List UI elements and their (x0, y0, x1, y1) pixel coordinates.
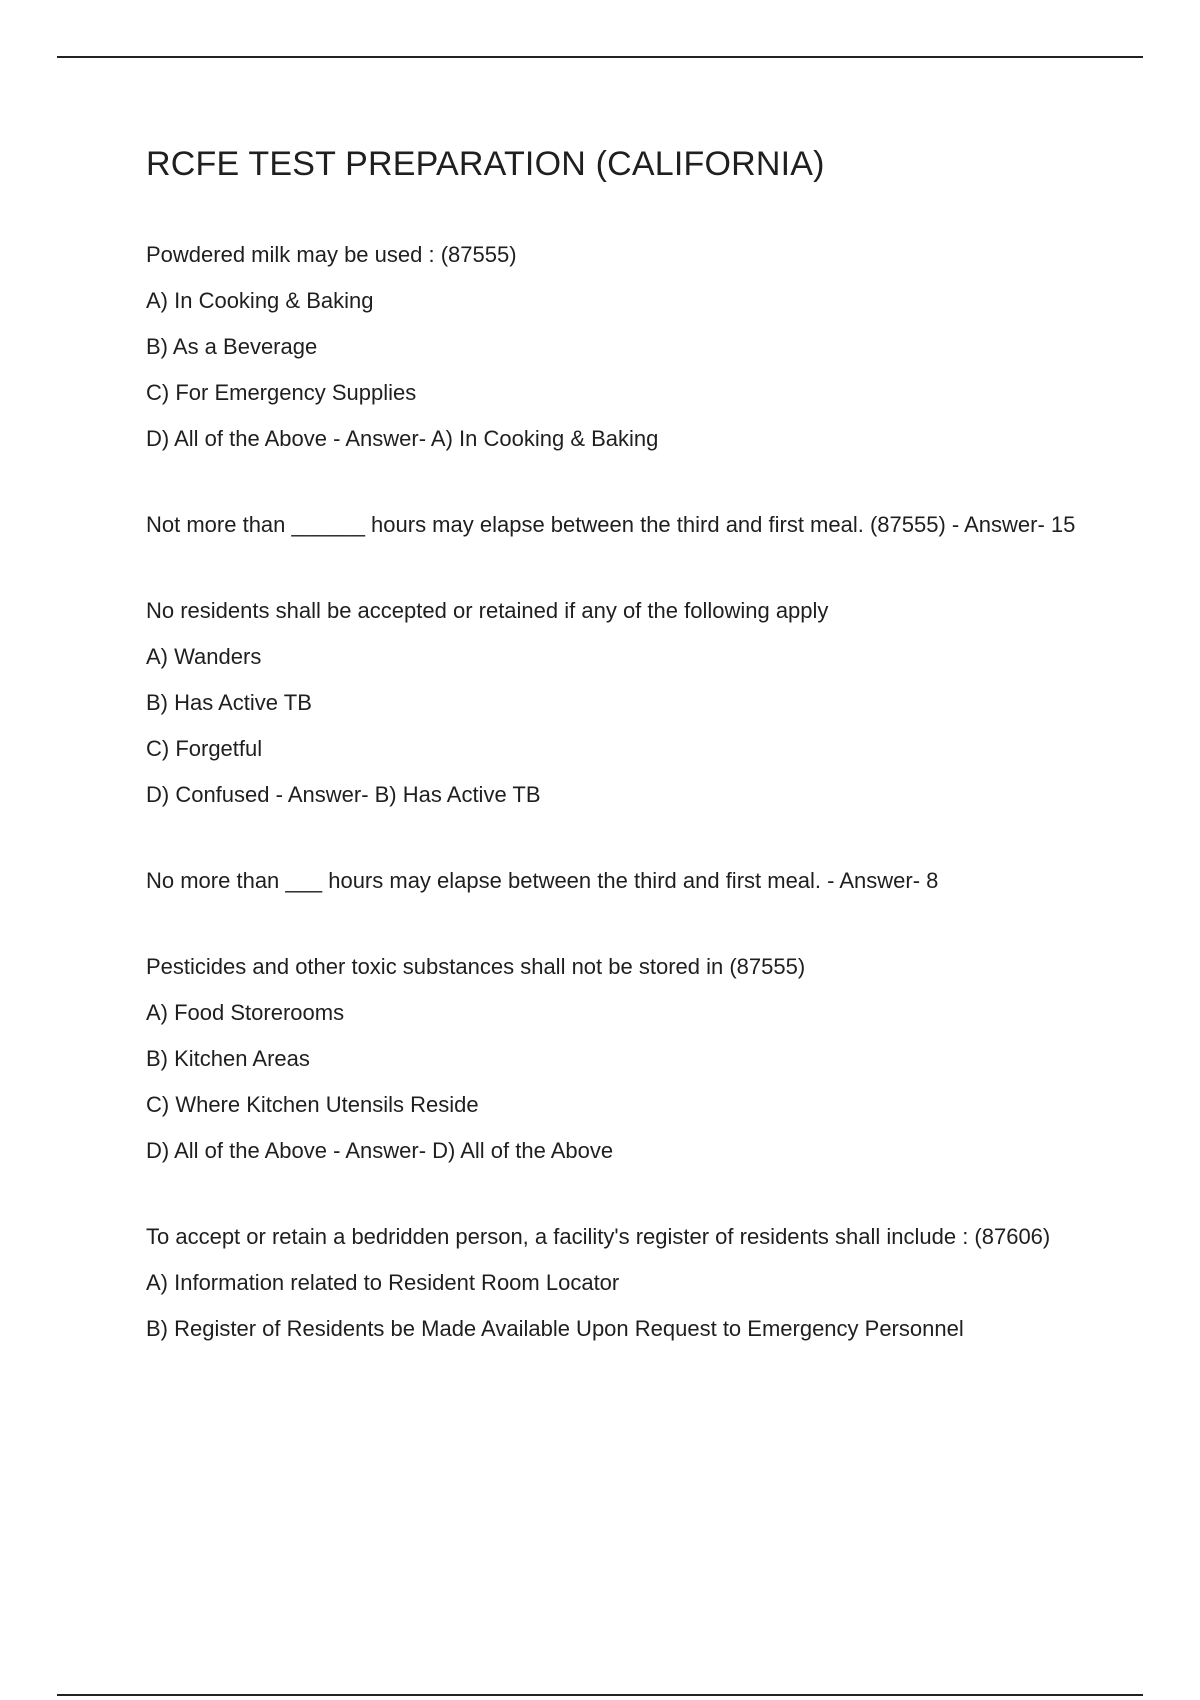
question-prompt: Not more than ______ hours may elapse between the third and first meal. (87555) - Answer- 15 (146, 512, 1076, 537)
question-block (146, 1222, 1086, 1344)
question-prompt: To accept or retain a bedridden person, a facility's register of residents shall include : (87606) (146, 1224, 1051, 1249)
question-option: A) Wanders (146, 644, 262, 669)
page-title: RCFE TEST PREPARATION (CALIFORNIA) (146, 145, 825, 183)
question-option: A) Food Storerooms (146, 1000, 345, 1025)
question-option: C) Forgetful (146, 736, 263, 761)
question-prompt: No residents shall be accepted or retained if any of the following apply (146, 598, 829, 623)
question-option: A) In Cooking & Baking (146, 288, 374, 313)
question-block (146, 240, 1086, 454)
question-prompt: Powdered milk may be used : (87555) (146, 242, 517, 267)
question-option: C) For Emergency Supplies (146, 380, 417, 405)
question-block (146, 952, 1086, 1166)
question-prompt: No more than ___ hours may elapse between the third and first meal. - Answer- 8 (146, 868, 939, 893)
question-option: B) As a Beverage (146, 334, 318, 359)
header-rule (57, 56, 1143, 58)
document-body (146, 145, 1086, 1344)
question-block (146, 596, 1086, 810)
question-option: A) Information related to Resident Room Locator (146, 1270, 620, 1295)
question-block (146, 866, 1086, 896)
footer-rule (57, 1694, 1143, 1696)
question-option: B) Kitchen Areas (146, 1046, 310, 1071)
question-option: B) Has Active TB (146, 690, 312, 715)
question-option: C) Where Kitchen Utensils Reside (146, 1092, 479, 1117)
question-option: D) Confused - Answer- B) Has Active TB (146, 782, 541, 807)
question-block (146, 510, 1086, 540)
question-option: D) All of the Above - Answer- D) All of the Above (146, 1138, 614, 1163)
question-option: B) Register of Residents be Made Available Upon Request to Emergency Personnel (146, 1316, 964, 1341)
question-option: D) All of the Above - Answer- A) In Cooking & Baking (146, 426, 659, 451)
question-prompt: Pesticides and other toxic substances shall not be stored in (87555) (146, 954, 806, 979)
